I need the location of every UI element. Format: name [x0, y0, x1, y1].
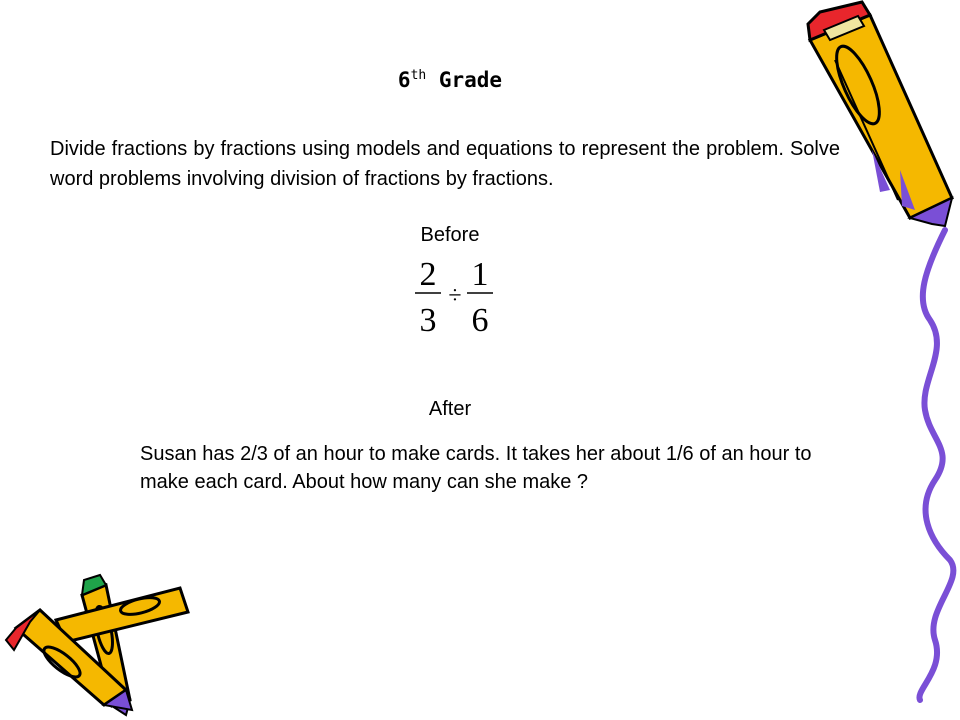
divide-sign: ÷	[448, 283, 462, 309]
fraction-equation	[410, 255, 500, 340]
denominator-1: 3	[419, 302, 437, 339]
intro-text: Divide fractions by fractions using models and equations to represent the problem. Solve word problems involving division of fractions by fractions.	[50, 138, 840, 190]
after-label: After	[428, 398, 472, 420]
grade-word: Grade	[426, 68, 503, 92]
word-problem-text: Susan has 2/3 of an hour to make cards. It takes her about 1/6 of an hour to make each card. About how many can she make ?	[140, 443, 812, 493]
pencil-diagonal-icon	[56, 588, 188, 642]
denominator-2: 6	[471, 302, 489, 339]
before-label: Before	[420, 224, 480, 246]
numerator-2: 1	[471, 256, 489, 293]
grade-suffix: th	[410, 68, 427, 83]
grade-number: 6	[397, 68, 411, 92]
page-title	[0, 68, 900, 92]
numerator-1: 2	[419, 256, 437, 293]
